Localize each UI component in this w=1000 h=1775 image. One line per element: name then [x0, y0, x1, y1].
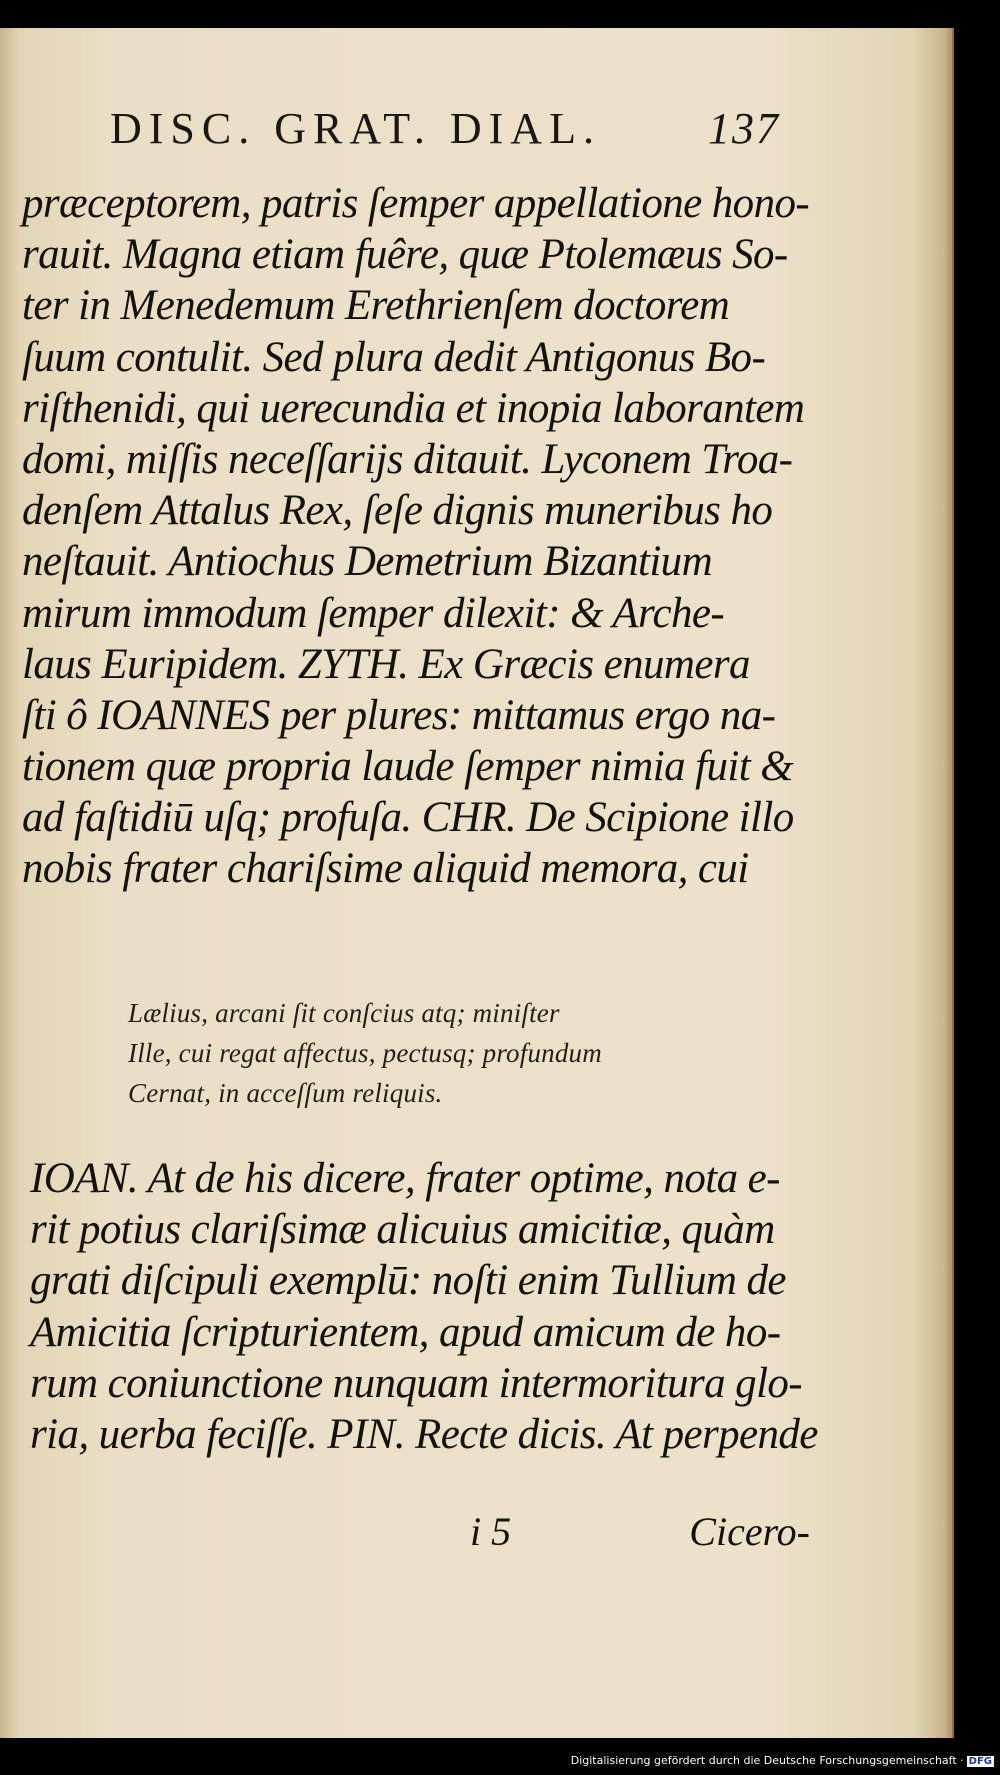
verse-quotation	[128, 993, 688, 1113]
catchword: Cicero-	[689, 1509, 810, 1554]
text-line: ad faſtidiū uſq; profuſa. CHR. De Scipione illo	[22, 794, 794, 842]
digitization-credit	[571, 1754, 994, 1767]
text-line: ſti ô IOANNES per plures: mittamus ergo na-	[22, 691, 776, 739]
text-line: præceptorem, patris ſemper appellatione hono-	[22, 180, 810, 227]
text-line: ſuum contulit. Sed plura dedit Antigonus Bo-	[22, 333, 766, 381]
continuation-text-block	[30, 1153, 818, 1460]
text-line: ria, uerba feciſſe. PIN. Recte dicis. At perpende	[30, 1410, 818, 1458]
page-footer	[470, 1508, 810, 1568]
main-text-block	[22, 178, 810, 895]
text-line: neſtauit. Antiochus Demetrium Bizantium	[22, 538, 713, 586]
signature-mark: i 5	[470, 1509, 512, 1554]
text-line: mirum immodum ſemper dilexit: & Arche-	[22, 589, 725, 637]
running-head	[110, 103, 780, 173]
book-page	[0, 28, 954, 1738]
page-number: 137	[708, 104, 780, 153]
text-line: rauit. Magna etiam fuêre, quæ Ptolemæus So-	[22, 231, 788, 279]
text-line: riſthenidi, qui uerecundia et inopia laborantem	[22, 384, 805, 432]
text-line: nobis frater chariſsime aliquid memora, cui	[22, 845, 749, 893]
text-line: denſem Attalus Rex, ſeſe dignis muneribus ho	[22, 487, 773, 535]
credit-text: Digitalisierung gefördert durch die Deutsche Forschungsgemeinschaft ·	[570, 1754, 964, 1767]
text-line: rum coniunctione nunquam intermoritura glo-	[30, 1359, 803, 1407]
verse-line: Ille, cui regat affectus, pectusq; profundum	[128, 1038, 602, 1068]
text-line: IOAN. At de his dicere, frater optime, nota e-	[30, 1155, 780, 1202]
verse-line: Lælius, arcani ſit conſcius atq; miniſter	[128, 998, 560, 1028]
text-line: rit potius clariſsimæ alicuius amicitiæ, quàm	[30, 1206, 775, 1254]
text-line: grati diſcipuli exemplū: noſti enim Tullium de	[30, 1257, 786, 1305]
text-line: tionem quæ propria laude ſemper nimia fuit &	[22, 743, 794, 791]
text-line: laus Euripidem. ZYTH. Ex Græcis enumera	[22, 640, 750, 688]
text-line: domi, miſſis neceſſarijs ditauit. Lyconem Troa-	[22, 435, 793, 483]
running-title: DISC. GRAT. DIAL.	[110, 104, 601, 153]
verse-line: Cernat, in acceſſum reliquis.	[128, 1078, 443, 1108]
dfg-logo: DFG	[968, 1755, 992, 1767]
text-line: ter in Menedemum Erethrienſem doctorem	[22, 282, 730, 330]
text-line: Amicitia ſcripturientem, apud amicum de ho-	[30, 1308, 781, 1356]
